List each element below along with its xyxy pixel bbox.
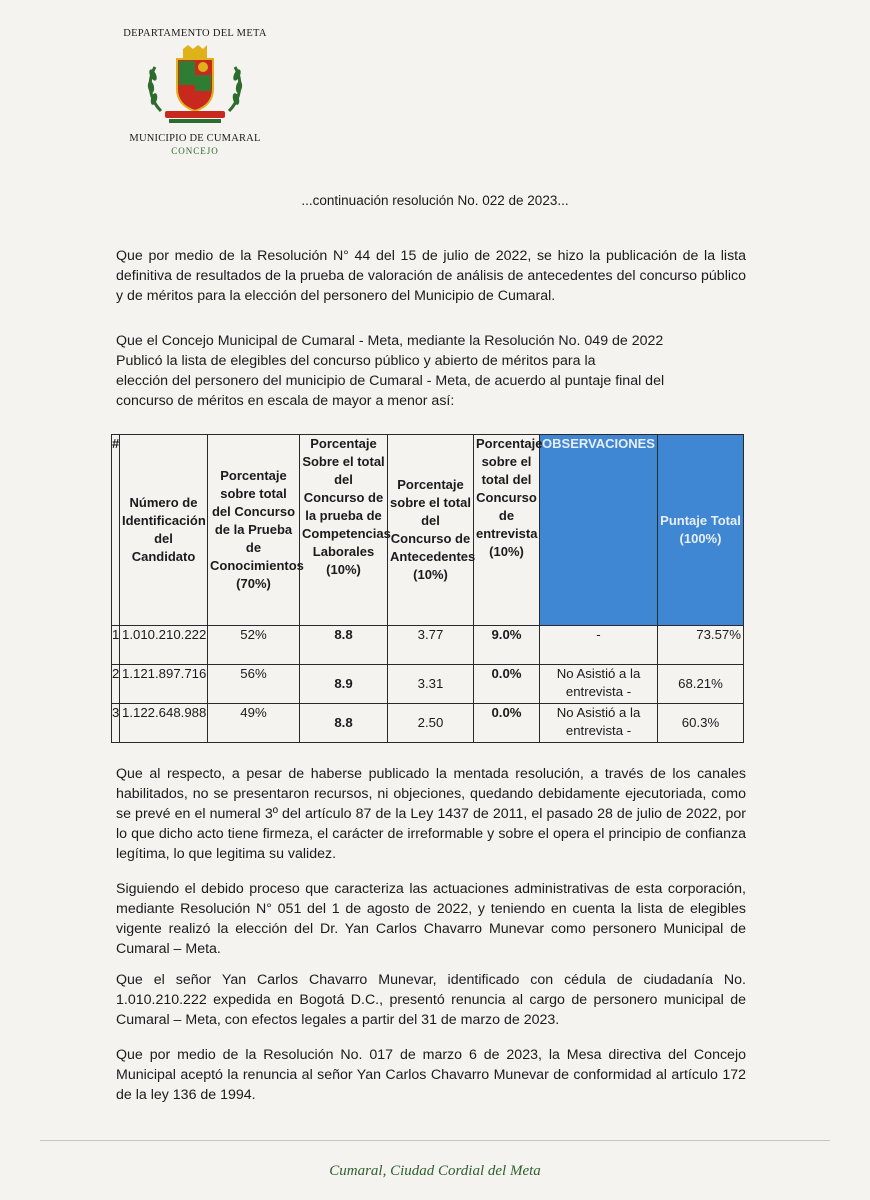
paragraph-1: Que por medio de la Resolución N° 44 del 15 de julio de 2022, se hizo la publicación de la lista definitiva de resultados de la prueba de valoración de análisis de antecedentes del concurso público y de méritos para la elección del personero del Municipio de Cumaral. (116, 248, 746, 304)
cell-interview: 0.0% (474, 704, 540, 743)
letterhead (100, 28, 290, 156)
cell-knowledge: 56% (208, 665, 300, 704)
cell-id: 1.010.210.222 (120, 626, 208, 665)
footer-divider (40, 1140, 830, 1141)
cell-observations: - (540, 626, 658, 665)
eligibles-table (111, 434, 744, 743)
cell-competencies: 8.8 (300, 704, 388, 743)
cell-competencies: 8.8 (300, 626, 388, 665)
continuation-heading: ...continuación resolución No. 022 de 2023... (301, 193, 569, 208)
col-header-number: # (112, 435, 120, 626)
table-row (112, 704, 744, 743)
cell-observations: No Asistió a la entrevista - (540, 704, 658, 743)
cell-number: 3 (112, 704, 120, 743)
department-name: DEPARTAMENTO DEL META (123, 28, 267, 39)
table-row (112, 665, 744, 704)
cell-interview: 0.0% (474, 665, 540, 704)
paragraph-4: Siguiendo el debido proceso que caracteriza las actuaciones administrativas de esta corporación, mediante Resolución N° 051 del 1 de agosto de 2022, y teniendo en cuenta la lista de elegibles vigente realizó la elección del Dr. Yan Carlos Chavarro Munevar como personero Municipal de Cumaral – Meta. (116, 881, 746, 957)
cell-number: 1 (112, 626, 120, 665)
paragraph-2-line: concurso de méritos en escala de mayor a menor así: (116, 393, 455, 409)
council-name: CONCEJO (171, 146, 219, 156)
cell-background: 3.77 (388, 626, 474, 665)
cell-competencies: 8.9 (300, 665, 388, 704)
cell-number: 2 (112, 665, 120, 704)
cell-total: 73.57% (658, 626, 744, 665)
paragraph-5: Que el señor Yan Carlos Chavarro Munevar, identificado con cédula de ciudadanía No. 1.010.210.222 expedida en Bogotá D.C., presentó renuncia al cargo de personero municipal de Cumaral – Meta, con efectos legales a partir del 31 de marzo de 2023. (116, 972, 746, 1028)
cell-knowledge: 49% (208, 704, 300, 743)
municipal-coat-of-arms-icon (143, 45, 247, 127)
col-header-observations: OBSERVACIONES (540, 435, 658, 626)
cell-total: 68.21% (658, 665, 744, 704)
paragraph-6: Que por medio de la Resolución No. 017 de marzo 6 de 2023, la Mesa directiva del Concejo Municipal aceptó la renuncia al señor Yan Carlos Chavarro Munevar de conformidad al artículo 172 de la ley 136 de 1994. (116, 1047, 746, 1103)
paragraph-3: Que al respecto, a pesar de haberse publicado la mentada resolución, a través de los canales habilitados, no se presentaron recursos, ni objeciones, quedando debidamente ejecutoriada, como se prevé en el numeral 3º del artículo 87 de la Ley 1437 de 2011, el pasado 28 de julio de 2022, por lo que dicho acto tiene firmeza, el carácter de irreformable y sobre el opera el principio de confianza legítima, lo que legitima su validez. (116, 766, 746, 862)
paragraph-2-line: elección del personero del municipio de Cumaral - Meta, de acuerdo al puntaje final del (116, 373, 665, 389)
cell-knowledge: 52% (208, 626, 300, 665)
municipality-name: MUNICIPIO DE CUMARAL (129, 133, 261, 144)
paragraph-2 (116, 331, 746, 411)
table-row (112, 626, 744, 665)
table-header-row (112, 435, 744, 626)
cell-background: 3.31 (388, 665, 474, 704)
col-header-interview: Porcentaje sobre el total del Concurso de entrevista (10%) (474, 435, 540, 626)
footer-motto: Cumaral, Ciudad Cordial del Meta (329, 1163, 541, 1179)
col-header-background: Porcentaje sobre el total del Concurso de Antecedentes (10%) (388, 435, 474, 626)
cell-observations: No Asistió a la entrevista - (540, 665, 658, 704)
paragraph-2-line: Que el Concejo Municipal de Cumaral - Meta, mediante la Resolución No. 049 de 2022 (116, 333, 664, 349)
cell-interview: 9.0% (474, 626, 540, 665)
cell-id: 1.121.897.716 (120, 665, 208, 704)
col-header-total: Puntaje Total (100%) (658, 435, 744, 626)
cell-id: 1.122.648.988 (120, 704, 208, 743)
cell-total: 60.3% (658, 704, 744, 743)
cell-background: 2.50 (388, 704, 474, 743)
col-header-id: Número de Identificación del Candidato (120, 435, 208, 626)
col-header-competencies: Porcentaje Sobre el total del Concurso de la prueba de Competencias Laborales (10%) (300, 435, 388, 626)
col-header-knowledge: Porcentaje sobre total del Concurso de la Prueba de Conocimientos (70%) (208, 435, 300, 626)
paragraph-2-line: Publicó la lista de elegibles del concurso público y abierto de méritos para la (116, 353, 596, 369)
